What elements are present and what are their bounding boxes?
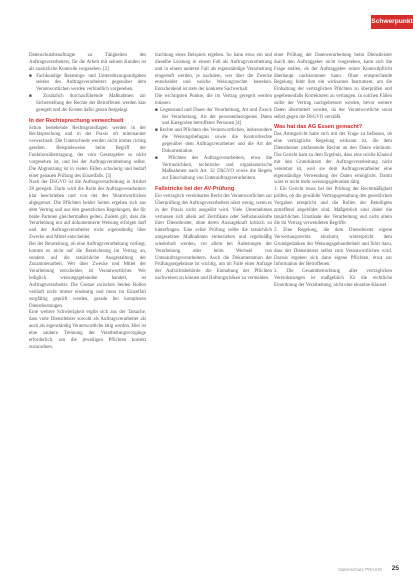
paragraph: Bei der Beurteilung, ob eine Auftragsverarbeitung vorliegt, kommt es nicht auf die Bezeichnung im Vertrag an, sondern auf die tatsächliche Ausgestaltung der Zusammenarbeit. Wer über Zwecke und Mittel der Verarbeitung entscheidet, ist Verantwortlicher. Wer lediglich weisungsgebunden handelt, ist Auftragsverarbeiter. Die Grenze zwischen beiden Rollen verläuft nicht immer eindeutig und muss im Einzelfall sorgfältig geprüft werden, gerade bei komplexen Dienstleistungen. xyxy=(29,241,146,309)
paragraph: Nach der DSGVO ist die Auftragsverarbeitung in Artikel 28 geregelt. Darin wird die Rolle des Auftragsverarbeiters klar beschrieben und von der des Verantwortlichen abgegrenzt. Die Pflichten beider Seiten ergeben sich aus dem Vertrag und aus den gesetzlichen Regelungen, die für beide Parteien gleichermaßen gelten. Zudem gilt, dass die Verarbeitung nur auf dokumentierte Weisung erfolgen darf und der Auftragsverarbeiter nicht eigenständig über Zwecke und Mittel entscheidet. xyxy=(29,180,146,241)
paragraph: Ein vertraglich vereinbartes Recht des Verantwortlichen zur Überprüfung des Auftragsverarbeiters nützt wenig, wenn es in der Praxis nicht ausgeübt wird. Viele Unternehmen verlassen sich allein auf Zertifikate oder Selbstauskünfte ihrer Dienstleister, ohne deren Aussagekraft kritisch zu hinterfragen. Eine echte Prüfung sollte die tatsächlich umgesetzten Maßnahmen einbeziehen und regelmäßig wiederholt werden, vor allem bei Änderungen der Verarbeitung oder beim Wechsel von Unterauftragsverarbeitern. Auch die Dokumentation der Prüfungsergebnisse ist wichtig, um im Falle einer Anfrage der Aufsichtsbehörde die Einhaltung der Pflichten nachweisen zu können und Haftungsrisiken zu vermeiden. xyxy=(155,194,272,282)
paragraph: Die wichtigsten Punkte, die im Vertrag geregelt werden müssen: xyxy=(155,94,272,106)
paragraph: Eine weitere Schwierigkeit ergibt sich aus der Tatsache, dass viele Dienstleister sowohl als Auftragsverarbeiter als auch als eigenständig Verantwortliche tätig werden. Hier ist eine saubere Trennung der Verarbeitungsvorgänge erforderlich, um die jeweiligen Pflichten korrekt zuzuordnen. xyxy=(29,310,146,350)
column-2 xyxy=(155,53,272,283)
page-number: 25 xyxy=(391,565,399,572)
column-3 xyxy=(274,53,392,290)
paragraph: 3. Die Gesamtbetrachtung aller vertraglichen Vereinbarungen ist maßgeblich für die rechtliche Einordnung der Verarbeitung, nicht eine einzelne Klausel. xyxy=(274,269,392,288)
section-heading: Was hat das AG Essen gemacht? xyxy=(274,124,363,131)
bullet-item: ■ Pflichten des Auftragsverarbeiters, etwa die Vertraulichkeit, technische und organisatorische Maßnahmen nach Art. 32 DSGVO sowie die Regeln zur Einschaltung von Unterauftragsverarbeitern. xyxy=(155,155,272,182)
paragraph: trachtung eines Beispiels ergeben. So kann etwa ein und dieselbe Leistung in einem Fall als Auftragsverarbeitung und in einem anderen Fall als eigenständige Verarbeitung eingestuft werden, je nachdem, wer über die Zwecke entscheidet und welche Weisungsrechte bestehen. Entscheidend ist stets der konkrete Sachverhalt. xyxy=(155,53,272,93)
bullet-item: ■ Gegenstand und Dauer der Verarbeitung, Art und Zweck der Verarbeitung, Art der personenbezogenen Daten und Kategorien betroffener Personen [4] xyxy=(155,107,272,127)
paragraph: 1. Ein Gericht muss bei der Prüfung der Rechtmäßigkeit prüfen, ob die gewählte Vertragsgestaltung den gesetzlichen Vorgaben entspricht und die Rollen der Beteiligten zutreffend abgebildet sind. Maßgeblich sind dabei die tatsächlichen Umstände der Verarbeitung und nicht allein die im Vertrag verwendeten Begriffe. xyxy=(274,187,392,227)
column-1 xyxy=(29,53,146,351)
bullet-item: ■ Fachkundige Beratungs- und Unterstützungsaufgaben seitens des Auftragsverarbeiters gegenüber dem Verantwortlichen werden verbindlich vorgesehen. xyxy=(29,73,146,93)
bullet-item: ■ Zusätzlich durchzuführende Maßnahmen zur Sicherstellung der Rechte der Betroffenen werden klar geregelt und die Kosten dafür genau festgelegt. xyxy=(29,94,146,113)
paragraph: Datenschutzbeauftragte zu Tätigkeiten des Auftragsverarbeiters, für die Arbeit mit seinem Kunden ist als zusätzliche Kontrolle vorgesehen. [2] xyxy=(29,53,146,72)
paragraph: Schon bestehende Rechtsgrundlagen werden in der Rechtsprechung und in der Praxis oft miteinander verwechselt. Die Unterschiede werden nicht immer richtig gesehen. Beispielsweise beim Begriff der Funktionsübertragung, der vom Gesetzgeber so nicht vorgesehen ist, und bei der Auftragsverarbeitung selbst. Die Abgrenzung ist in vielen Fällen schwierig und bedarf einer genauen Prüfung des Einzelfalls. [3] xyxy=(29,125,146,179)
section-heading: In der Rechtsprechung verwechselt xyxy=(29,117,124,124)
magazine-name: Datenschutz PRAXIS xyxy=(338,567,382,572)
section-heading: Fallstricke bei der AV-Prüfung xyxy=(155,186,235,193)
paragraph: einer Prüfung der Datenverarbeitung beim Dienstleister durch den Auftraggeber nicht vorgesehen, kann sich die Frage stellen, ob der Auftraggeber seiner Kontrollpflicht überhaupt nachkommen kann. Ohne entsprechende Regelung fehlt ihm ein wirksames Instrument, um die Einhaltung der vertraglichen Pflichten zu überprüfen und gegebenenfalls Korrekturen zu verlangen. In solchen Fällen sollte der Vertrag nachgebessert werden, bevor weitere Daten übermittelt werden, da der Verantwortliche sonst selbst gegen die DSGVO verstößt. xyxy=(274,53,392,120)
bullet-item: ■ Rechte und Pflichten des Verantwortlichen, insbesondere die Weisungsbefugnis sowie die Kontrollrechte gegenüber dem Auftragsverarbeiter und die Art der Dokumentation xyxy=(155,128,272,154)
paragraph: 2. Eine Regelung, die dem Dienstleister eigene Verwertungsrechte einräumt, widerspricht dem Grundgedanken der Weisungsgebundenheit und führt dazu, dass der Dienstleister selbst zum Verantwortlichen wird. Daraus ergeben sich dann eigene Pflichten, etwa zur Information der Betroffenen. xyxy=(274,228,392,268)
paragraph: Das Amtsgericht hatte sich mit der Frage zu befassen, ob eine vertragliche Regelung wirksam ist, die dem Dienstleister umfassende Rechte an den Daten einräumt. Das Gericht kam zu dem Ergebnis, dass eine solche Klausul mit den Grundsätzen der Auftragsverarbeitung nicht vereinbar ist, weil sie dem Auftragsverarbeiter eine eigenständige Verwendung der Daten ermöglicht. Damit wäre er nicht mehr weisungsgebunden tätig. xyxy=(274,132,392,186)
section-tab: Schwerpunkt xyxy=(371,15,413,29)
